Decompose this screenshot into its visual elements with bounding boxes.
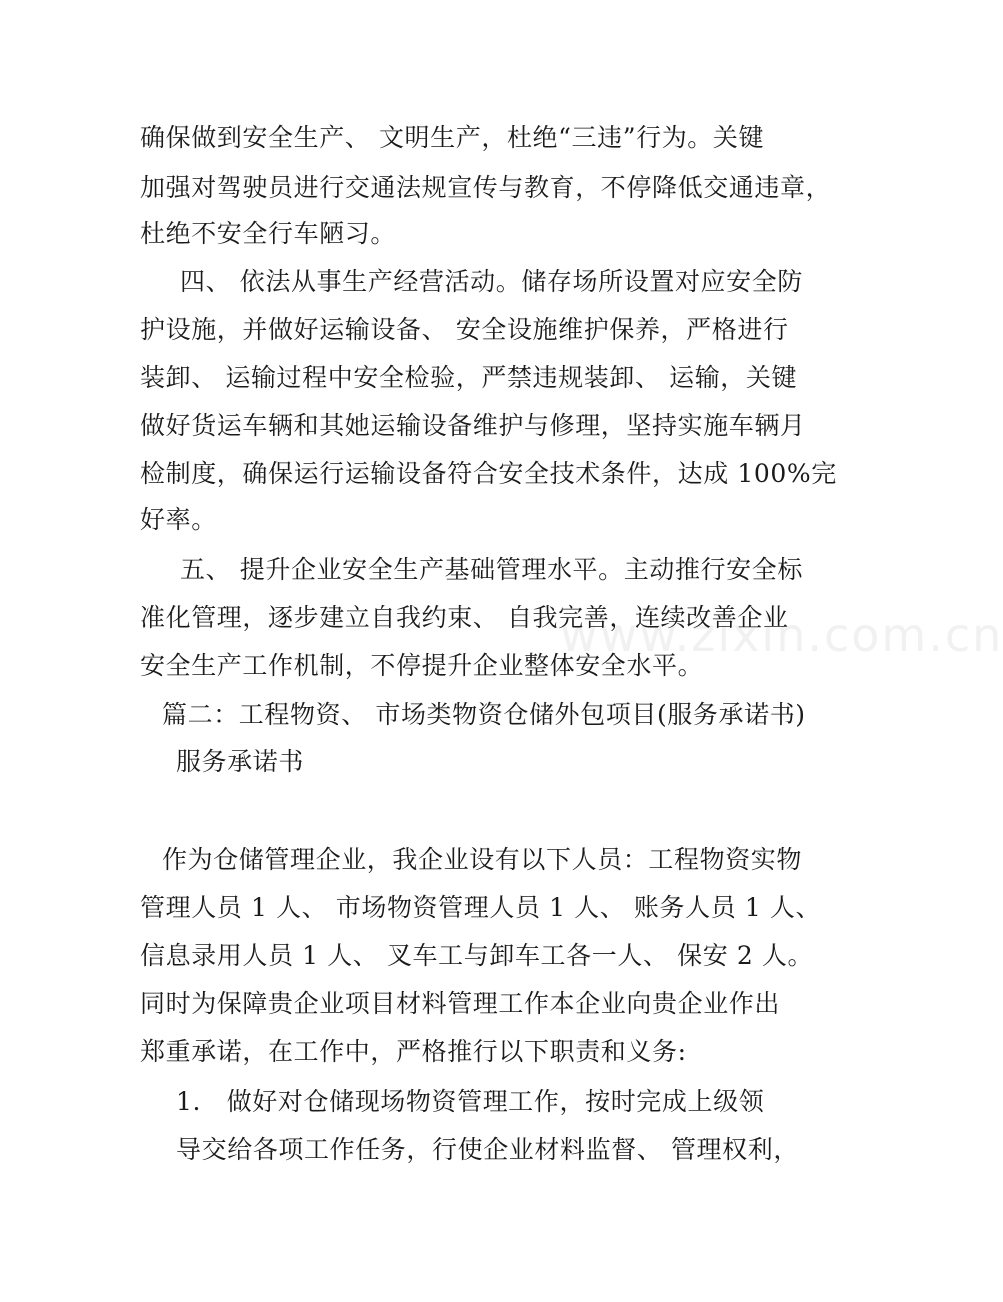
text-line: 安全生产工作机制，不停提升企业整体安全水平。 <box>140 651 704 680</box>
list-item: 1. 做好对仓储现场物资管理工作，按时完成上级领 <box>176 1087 765 1116</box>
text-line: 加强对驾驶员进行交通法规宣传与教育，不停降低交通违章， <box>140 173 832 202</box>
text-line: 杜绝不安全行车陋习。 <box>140 219 397 248</box>
text-line: 四、 依法从事生产经营活动。储存场所设置对应安全防 <box>180 267 803 296</box>
document-title: 服务承诺书 <box>176 747 305 776</box>
text-line: 准化管理，逐步建立自我约束、 自我完善，连续改善企业 <box>140 603 789 632</box>
text-line: 郑重承诺，在工作中，严格推行以下职责和义务: <box>140 1037 687 1066</box>
text-line: 检制度，确保运行运输设备符合安全技术条件，达成 100%完 <box>140 459 837 488</box>
text-line: 同时为保障贵企业项目材料管理工作本企业向贵企业作出 <box>140 989 781 1018</box>
text-line: 确保做到安全生产、 文明生产，杜绝“三违”行为。关键 <box>140 123 765 152</box>
text-line: 管理人员 1 人、 市场物资管理人员 1 人、 账务人员 1 人、 <box>140 893 822 922</box>
text-line: 导交给各项工作任务，行使企业材料监督、 管理权利， <box>176 1135 799 1164</box>
text-line: 作为仓储管理企业，我企业设有以下人员：工程物资实物 <box>162 845 803 874</box>
text-line: 好率。 <box>140 505 217 534</box>
text-line: 信息录用人员 1 人、 叉车工与卸车工各一人、 保安 2 人。 <box>140 941 814 970</box>
text-line: 五、 提升企业安全生产基础管理水平。主动推行安全标 <box>180 555 803 584</box>
text-line: 装卸、 运输过程中安全检验，严禁违规装卸、 运输，关键 <box>140 363 798 392</box>
watermark: www.zixin.com.cn <box>560 608 1003 662</box>
section-heading: 篇二：工程物资、 市场类物资仓储外包项目(服务承诺书) <box>162 700 806 729</box>
text-line: 做好货运车辆和其她运输设备维护与修理，坚持实施车辆月 <box>140 411 806 440</box>
text-line: 护设施，并做好运输设备、 安全设施维护保养，严格进行 <box>140 315 789 344</box>
